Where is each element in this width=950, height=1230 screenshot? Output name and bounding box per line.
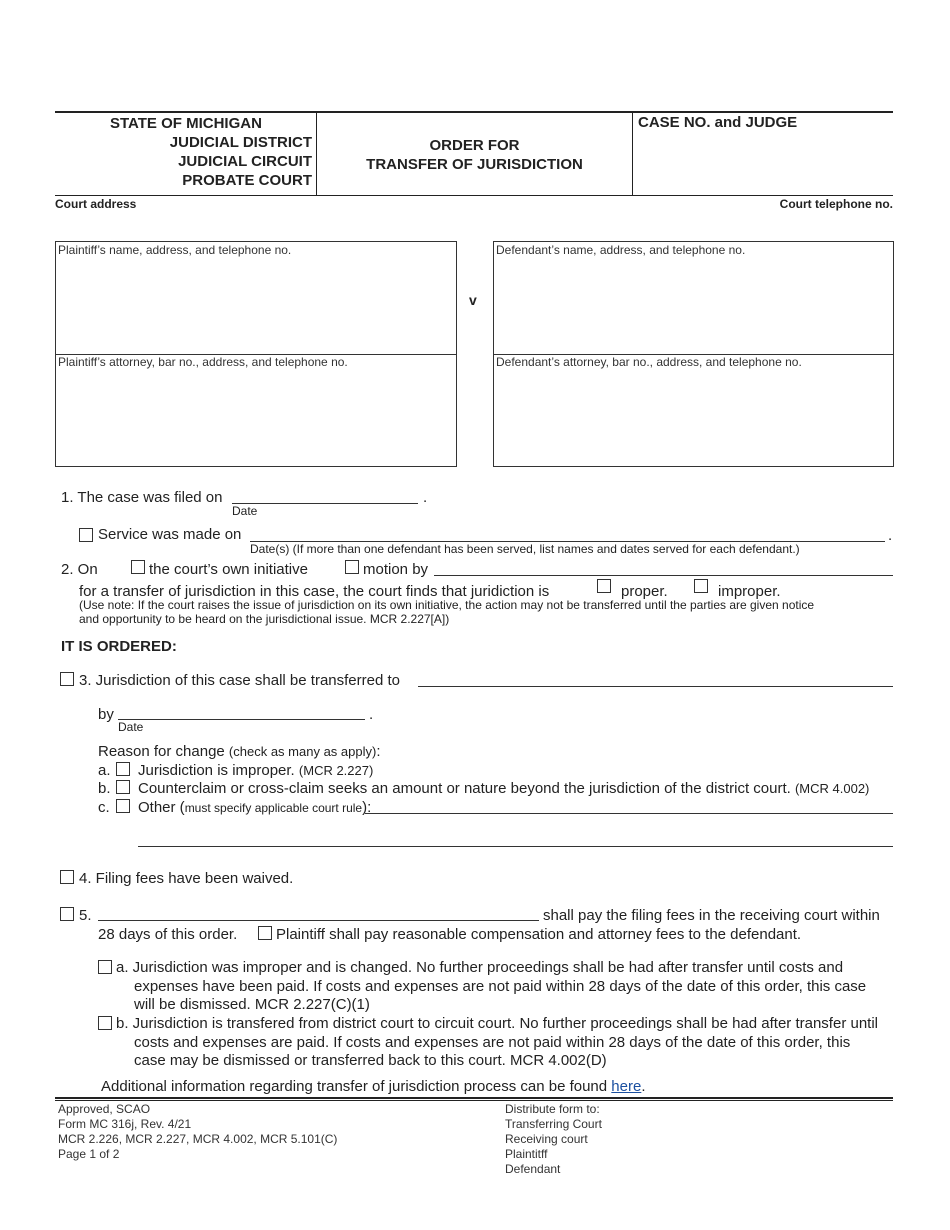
reason-a-rule: (MCR 2.227)	[298, 763, 374, 778]
case-no-label: CASE NO. and JUDGE	[638, 114, 798, 131]
motion-by-input[interactable]	[434, 575, 893, 576]
reason-c-label: Other (	[138, 799, 185, 816]
item3-checkbox[interactable]	[60, 672, 74, 686]
court-address-label: Court address	[55, 197, 137, 211]
motion-by-checkbox[interactable]	[345, 560, 359, 574]
reason-main: Reason for change	[98, 743, 229, 760]
item1-period: .	[423, 489, 428, 506]
reason-b-text	[138, 780, 869, 797]
reason-c-checkbox[interactable]	[116, 799, 130, 813]
proper-label: proper.	[621, 583, 668, 600]
service-checkbox[interactable]	[79, 528, 93, 542]
item5b-checkbox[interactable]	[98, 1016, 112, 1030]
reason-b-label: Counterclaim or cross-claim seeks an amount or nature beyond the jurisdiction of the district court.	[138, 780, 795, 797]
improper-label: improper.	[718, 583, 781, 600]
own-initiative-checkbox[interactable]	[131, 560, 145, 574]
footer-rule-thin	[55, 1100, 893, 1101]
defendant-attorney-label: Defendant’s attorney, bar no., address, and telephone no.	[496, 355, 802, 369]
item1-date-label: Date	[232, 504, 258, 518]
reason-a-label: Jurisdiction is improper.	[138, 762, 299, 779]
defendant-label: Defendant’s name, address, and telephone no.	[496, 243, 746, 257]
item2-on-text: 2. On	[61, 561, 98, 578]
item2-finding-text: for a transfer of jurisdiction in this case, the court finds that juridiction is	[79, 583, 550, 600]
reason-b-checkbox[interactable]	[116, 780, 130, 794]
item5-number: 5.	[79, 907, 92, 924]
reason-b-letter: b.	[98, 780, 111, 797]
motion-by-label: motion by	[363, 561, 429, 578]
item3-by-text: by	[98, 706, 114, 723]
item5-pay-text: shall pay the filing fees in the receiving court within	[543, 907, 880, 924]
item5b-line1: b. Jurisdiction is transfered from district court to circuit court. No further proceedings shall be had after transfer until	[116, 1015, 878, 1032]
reason-a-checkbox[interactable]	[116, 762, 130, 776]
footer-form-no: Form MC 316j, Rev. 4/21	[58, 1117, 192, 1131]
reason-c-letter: c.	[98, 799, 110, 816]
reason-heading	[98, 743, 381, 760]
reason-a-letter: a.	[98, 762, 111, 779]
form-title-line1: ORDER FOR	[429, 137, 520, 154]
plaintiff-pay-checkbox[interactable]	[258, 926, 272, 940]
other-rule-input-line2[interactable]	[138, 846, 893, 847]
here-link[interactable]: here	[611, 1078, 642, 1095]
distribute-receiving-court: Receiving court	[505, 1132, 588, 1146]
item1-filed-date-input[interactable]	[232, 503, 418, 504]
item3-date-label: Date	[118, 720, 144, 734]
item5b-line2: costs and expenses are paid. If costs and expenses are not paid within 28 days of the date of this order, this	[134, 1033, 851, 1051]
footer-page: Page 1 of 2	[58, 1147, 120, 1161]
header-bottom-rule	[55, 195, 893, 196]
court-line-state: STATE OF MICHIGAN	[110, 115, 262, 132]
additional-info-period: .	[641, 1078, 646, 1095]
court-line-district: JUDICIAL DISTRICT	[169, 134, 312, 151]
service-note: Date(s) (If more than one defendant has been served, list names and dates served for each defendant.)	[250, 542, 800, 556]
header-top-rule	[55, 111, 893, 113]
reason-b-rule: (MCR 4.002)	[794, 781, 870, 796]
service-text: Service was made on	[98, 526, 242, 543]
court-line-probate: PROBATE COURT	[182, 172, 312, 189]
reason-small: (check as many as apply)	[228, 744, 377, 759]
use-note-line2: and opportunity to be heard on the jurisdictional issue. MCR 2.227[A])	[79, 612, 450, 626]
court-phone-label: Court telephone no.	[779, 197, 893, 211]
plaintiff-pay-text: Plaintiff shall pay reasonable compensation and attorney fees to the defendant.	[276, 926, 802, 943]
reason-colon: :	[376, 743, 381, 760]
footer-approved: Approved, SCAO	[58, 1102, 151, 1116]
form-title	[317, 136, 632, 174]
header-divider-right	[632, 112, 633, 195]
payer-input[interactable]	[98, 920, 539, 921]
distribute-transferring-court: Transferring Court	[505, 1117, 602, 1131]
item1-filed-text: 1. The case was filed on	[61, 489, 223, 506]
proper-checkbox[interactable]	[597, 579, 611, 593]
item5-checkbox[interactable]	[60, 907, 74, 921]
improper-checkbox[interactable]	[694, 579, 708, 593]
item4-text: 4. Filing fees have been waived.	[79, 870, 294, 887]
plaintiff-label: Plaintiff’s name, address, and telephone no.	[58, 243, 292, 257]
item5-days-text: 28 days of this order.	[98, 926, 238, 943]
court-name-block	[60, 114, 312, 190]
additional-info	[101, 1078, 646, 1095]
reason-a-text	[138, 762, 373, 779]
footer-rules: MCR 2.226, MCR 2.227, MCR 4.002, MCR 5.101(C)	[58, 1132, 338, 1146]
distribute-plaintiff: Plaintitff	[505, 1147, 548, 1161]
item5b-text	[116, 1015, 878, 1071]
item4-checkbox[interactable]	[60, 870, 74, 884]
item5a-text	[116, 959, 866, 1015]
item5a-line2: expenses have been paid. If costs and expenses are not paid within 28 days of the date of this order, this case	[134, 977, 867, 995]
reason-c-small: must specify applicable court rule	[184, 801, 363, 815]
footer-left	[58, 1102, 337, 1162]
reason-c-end: ):	[362, 799, 372, 816]
distribute-heading: Distribute form to:	[505, 1102, 600, 1116]
other-rule-input[interactable]	[365, 813, 893, 814]
versus-label: v	[469, 292, 477, 308]
form-title-line2: TRANSFER OF JURISDICTION	[366, 156, 583, 173]
transfer-to-input[interactable]	[418, 686, 893, 687]
court-line-circuit: JUDICIAL CIRCUIT	[178, 153, 312, 170]
reason-c-text	[138, 799, 371, 816]
distribute-defendant: Defendant	[505, 1162, 561, 1176]
item5a-line3: will be dismissed. MCR 2.227(C)(1)	[134, 996, 370, 1013]
footer-rule-thick	[55, 1097, 893, 1099]
item3-text: 3. Jurisdiction of this case shall be transferred to	[79, 672, 400, 689]
own-initiative-label: the court’s own initiative	[149, 561, 308, 578]
item5a-checkbox[interactable]	[98, 960, 112, 974]
item5a-line1: a. Jurisdiction was improper and is changed. No further proceedings shall be had after transfer until costs and	[116, 959, 844, 976]
item5b-line3: case may be dismissed or transferred back to this court. MCR 4.002(D)	[134, 1052, 607, 1069]
use-note-line1: (Use note: If the court raises the issue of jurisdiction on its own initiative, the action may not be transferred until the parties are given notice	[79, 598, 815, 612]
item3-by-date-input[interactable]	[118, 719, 365, 720]
additional-info-text: Additional information regarding transfer of jurisdiction process can be found	[101, 1078, 612, 1095]
footer-distribution	[505, 1102, 602, 1177]
plaintiff-attorney-label: Plaintiff’s attorney, bar no., address, and telephone no.	[58, 355, 348, 369]
item3-period: .	[369, 706, 374, 723]
ordered-heading: IT IS ORDERED:	[61, 638, 177, 655]
service-period: .	[888, 527, 893, 544]
